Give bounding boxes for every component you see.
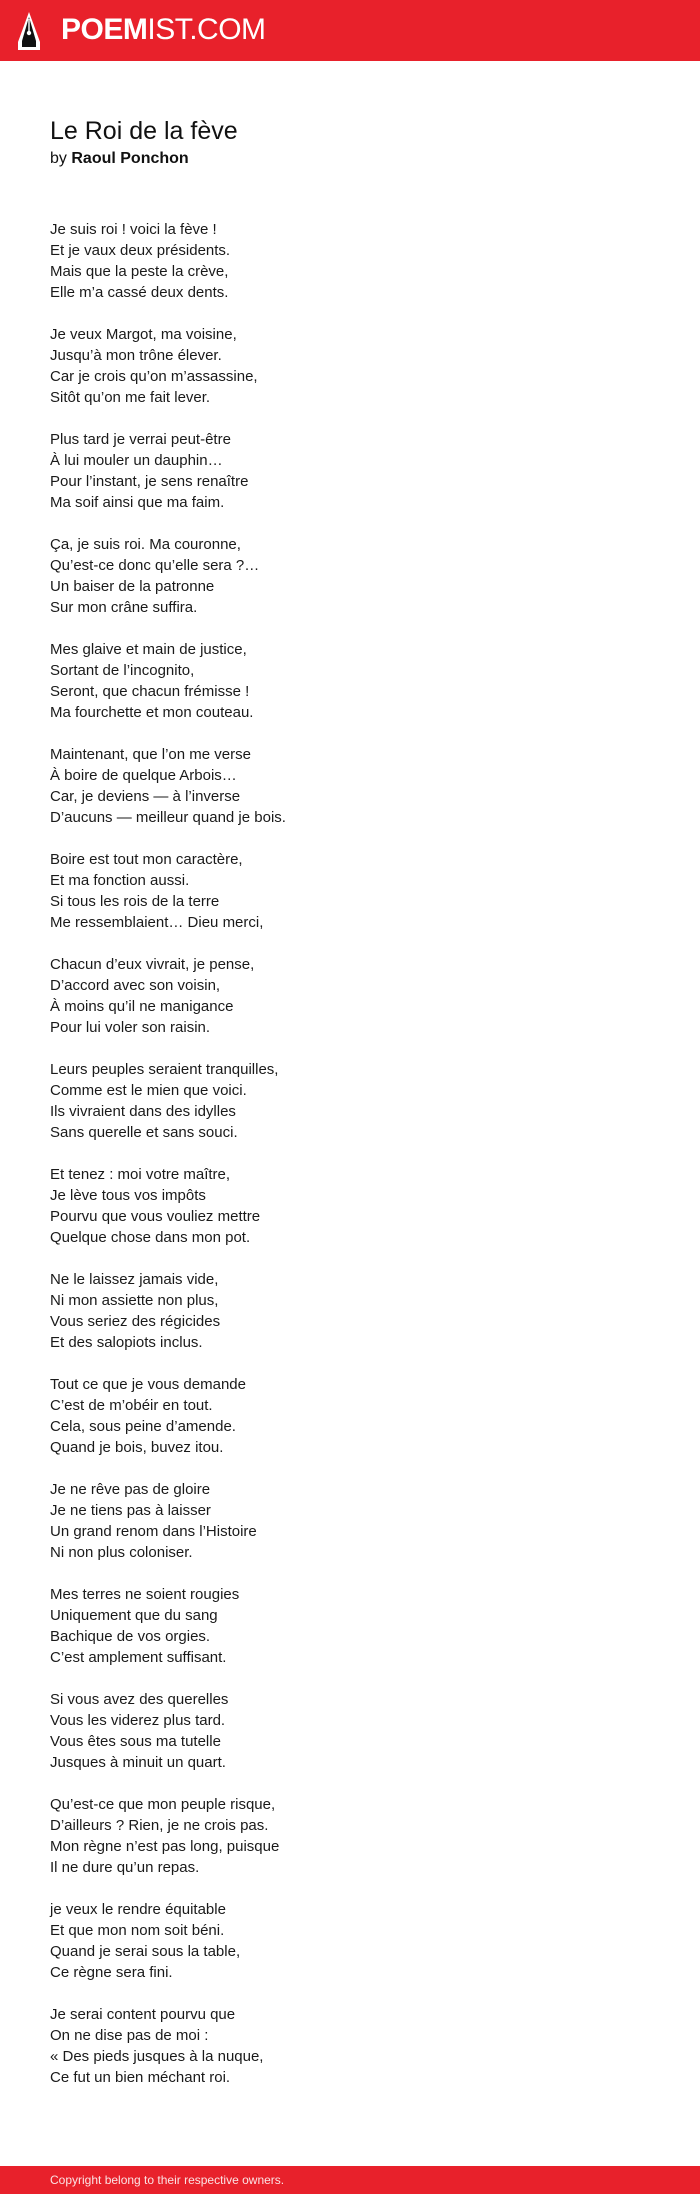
poem-line: Ce fut un bien méchant roi. bbox=[50, 2069, 231, 2086]
poem-stanza bbox=[50, 534, 650, 618]
poem-line: Boire est tout mon caractère, bbox=[50, 851, 243, 868]
poem-line: Car je crois qu’on m’assassine, bbox=[50, 368, 258, 385]
poem-title: Le Roi de la fève bbox=[50, 117, 238, 145]
poem-line: Ce règne sera fini. bbox=[50, 1964, 173, 1981]
poem-line: Ne le laissez jamais vide, bbox=[50, 1271, 219, 1288]
poem-line: Sur mon crâne suffira. bbox=[50, 599, 198, 616]
poem-line: C’est de m’obéir en tout. bbox=[50, 1397, 213, 1414]
poem-line: Pourvu que vous vouliez mettre bbox=[50, 1208, 261, 1225]
poem-line: Si tous les rois de la terre bbox=[50, 893, 220, 910]
poem-stanza bbox=[50, 744, 650, 828]
poem-stanza bbox=[50, 1059, 650, 1143]
poem-line: Mon règne n’est pas long, puisque bbox=[50, 1838, 280, 1855]
poem-line: C’est amplement suffisant. bbox=[50, 1649, 227, 1666]
poem-line: Mais que la peste la crève, bbox=[50, 263, 229, 280]
poem-line: Un baiser de la patronne bbox=[50, 578, 215, 595]
poem-stanza bbox=[50, 1899, 650, 1983]
poem-line: Je ne tiens pas à laisser bbox=[50, 1502, 211, 1519]
poem-line: Et des salopiots inclus. bbox=[50, 1334, 203, 1351]
poem-line: Je veux Margot, ma voisine, bbox=[50, 326, 237, 343]
poem-line: Sitôt qu’on me fait lever. bbox=[50, 389, 211, 406]
poem-stanza bbox=[50, 1794, 650, 1878]
poem-line: D’accord avec son voisin, bbox=[50, 977, 221, 994]
poem-line: Et je vaux deux présidents. bbox=[50, 242, 231, 259]
poem-line: Uniquement que du sang bbox=[50, 1607, 218, 1624]
poem-line: Je ne rêve pas de gloire bbox=[50, 1481, 211, 1498]
poem-line: Bachique de vos orgies. bbox=[50, 1628, 211, 1645]
poem-line: Chacun d’eux vivrait, je pense, bbox=[50, 956, 255, 973]
poem-line: Je lève tous vos impôts bbox=[50, 1187, 206, 1204]
brand-bold: POEM bbox=[61, 13, 148, 46]
site-brand-link[interactable] bbox=[61, 12, 266, 48]
poem-line: Vous seriez des régicides bbox=[50, 1313, 221, 1330]
poem-line: Elle m’a cassé deux dents. bbox=[50, 284, 229, 301]
poem-line: D’ailleurs ? Rien, je ne crois pas. bbox=[50, 1817, 269, 1834]
poem-line: Quand je serai sous la table, bbox=[50, 1943, 241, 1960]
poem-line: Plus tard je verrai peut-être bbox=[50, 431, 231, 448]
poem-line: Quelque chose dans mon pot. bbox=[50, 1229, 251, 1246]
poem-line: je veux le rendre équitable bbox=[50, 1901, 226, 1918]
poem-line: On ne dise pas de moi : bbox=[50, 2027, 209, 2044]
poem-line: Sortant de l’incognito, bbox=[50, 662, 195, 679]
poem-line: Sans querelle et sans souci. bbox=[50, 1124, 238, 1141]
poem-line: Seront, que chacun frémisse ! bbox=[50, 683, 250, 700]
poem-stanza bbox=[50, 954, 650, 1038]
poem-line: Vous êtes sous ma tutelle bbox=[50, 1733, 221, 1750]
poem-line: Je serai content pourvu que bbox=[50, 2006, 236, 2023]
poem-stanza bbox=[50, 1164, 650, 1248]
poem-line: Ni mon assiette non plus, bbox=[50, 1292, 219, 1309]
poem-line: « Des pieds jusques à la nuque, bbox=[50, 2048, 264, 2065]
poem-stanza bbox=[50, 1479, 650, 1563]
pen-nib-icon[interactable] bbox=[16, 11, 42, 51]
poem-line: Me ressemblaient… Dieu merci, bbox=[50, 914, 264, 931]
author-name[interactable]: Raoul Ponchon bbox=[71, 150, 189, 167]
poem-stanza bbox=[50, 219, 650, 303]
poem-stanza bbox=[50, 1689, 650, 1773]
site-footer bbox=[0, 2166, 700, 2194]
poem-line: Qu’est-ce donc qu’elle sera ?… bbox=[50, 557, 260, 574]
poem-line: Il ne dure qu’un repas. bbox=[50, 1859, 200, 1876]
poem-line: Maintenant, que l’on me verse bbox=[50, 746, 251, 763]
poem-stanza bbox=[50, 429, 650, 513]
poem-line: À moins qu’il ne manigance bbox=[50, 998, 234, 1015]
poem-line: Comme est le mien que voici. bbox=[50, 1082, 247, 1099]
copyright-notice: Copyright belong to their respective owners. bbox=[50, 2173, 285, 2187]
poem-line: Mes glaive et main de justice, bbox=[50, 641, 247, 658]
poem-line: Un grand renom dans l’Histoire bbox=[50, 1523, 257, 1540]
poem-stanza bbox=[50, 324, 650, 408]
poem-byline bbox=[50, 148, 189, 170]
poem-line: Si vous avez des querelles bbox=[50, 1691, 229, 1708]
poem-line: D’aucuns — meilleur quand je bois. bbox=[50, 809, 286, 826]
poem-line: Je suis roi ! voici la fève ! bbox=[50, 221, 217, 238]
poem-line: Qu’est-ce que mon peuple risque, bbox=[50, 1796, 276, 1813]
poem-stanza bbox=[50, 1584, 650, 1668]
poem-line: Ça, je suis roi. Ma couronne, bbox=[50, 536, 241, 553]
poem-line: À lui mouler un dauphin… bbox=[50, 452, 223, 469]
poem-line: Et tenez : moi votre maître, bbox=[50, 1166, 231, 1183]
poem-line: Quand je bois, buvez itou. bbox=[50, 1439, 224, 1456]
poem-stanza bbox=[50, 1269, 650, 1353]
by-label: by bbox=[50, 150, 67, 167]
site-header bbox=[0, 0, 700, 61]
poem-stanza bbox=[50, 849, 650, 933]
poem-line: Jusques à minuit un quart. bbox=[50, 1754, 226, 1771]
poem-line: Car, je deviens — à l’inverse bbox=[50, 788, 241, 805]
poem-body bbox=[50, 219, 650, 2109]
poem-line: Vous les viderez plus tard. bbox=[50, 1712, 226, 1729]
poem-line: Ma soif ainsi que ma faim. bbox=[50, 494, 225, 511]
poem-stanza bbox=[50, 2004, 650, 2088]
poem-line: Mes terres ne soient rougies bbox=[50, 1586, 240, 1603]
poem-line: Ils vivraient dans des idylles bbox=[50, 1103, 236, 1120]
poem-line: Cela, sous peine d’amende. bbox=[50, 1418, 236, 1435]
poem-line: Tout ce que je vous demande bbox=[50, 1376, 246, 1393]
poem-line: Leurs peuples seraient tranquilles, bbox=[50, 1061, 279, 1078]
poem-line: Pour l’instant, je sens renaître bbox=[50, 473, 249, 490]
poem-line: Ma fourchette et mon couteau. bbox=[50, 704, 254, 721]
poem-line: Et ma fonction aussi. bbox=[50, 872, 190, 889]
poem-line: Pour lui voler son raisin. bbox=[50, 1019, 211, 1036]
poem-stanza bbox=[50, 639, 650, 723]
poem-stanza bbox=[50, 1374, 650, 1458]
poem-line: À boire de quelque Arbois… bbox=[50, 767, 237, 784]
poem-line: Jusqu’à mon trône élever. bbox=[50, 347, 222, 364]
poem-line: Ni non plus coloniser. bbox=[50, 1544, 193, 1561]
poem-line: Et que mon nom soit béni. bbox=[50, 1922, 225, 1939]
brand-light: IST.COM bbox=[147, 13, 266, 46]
